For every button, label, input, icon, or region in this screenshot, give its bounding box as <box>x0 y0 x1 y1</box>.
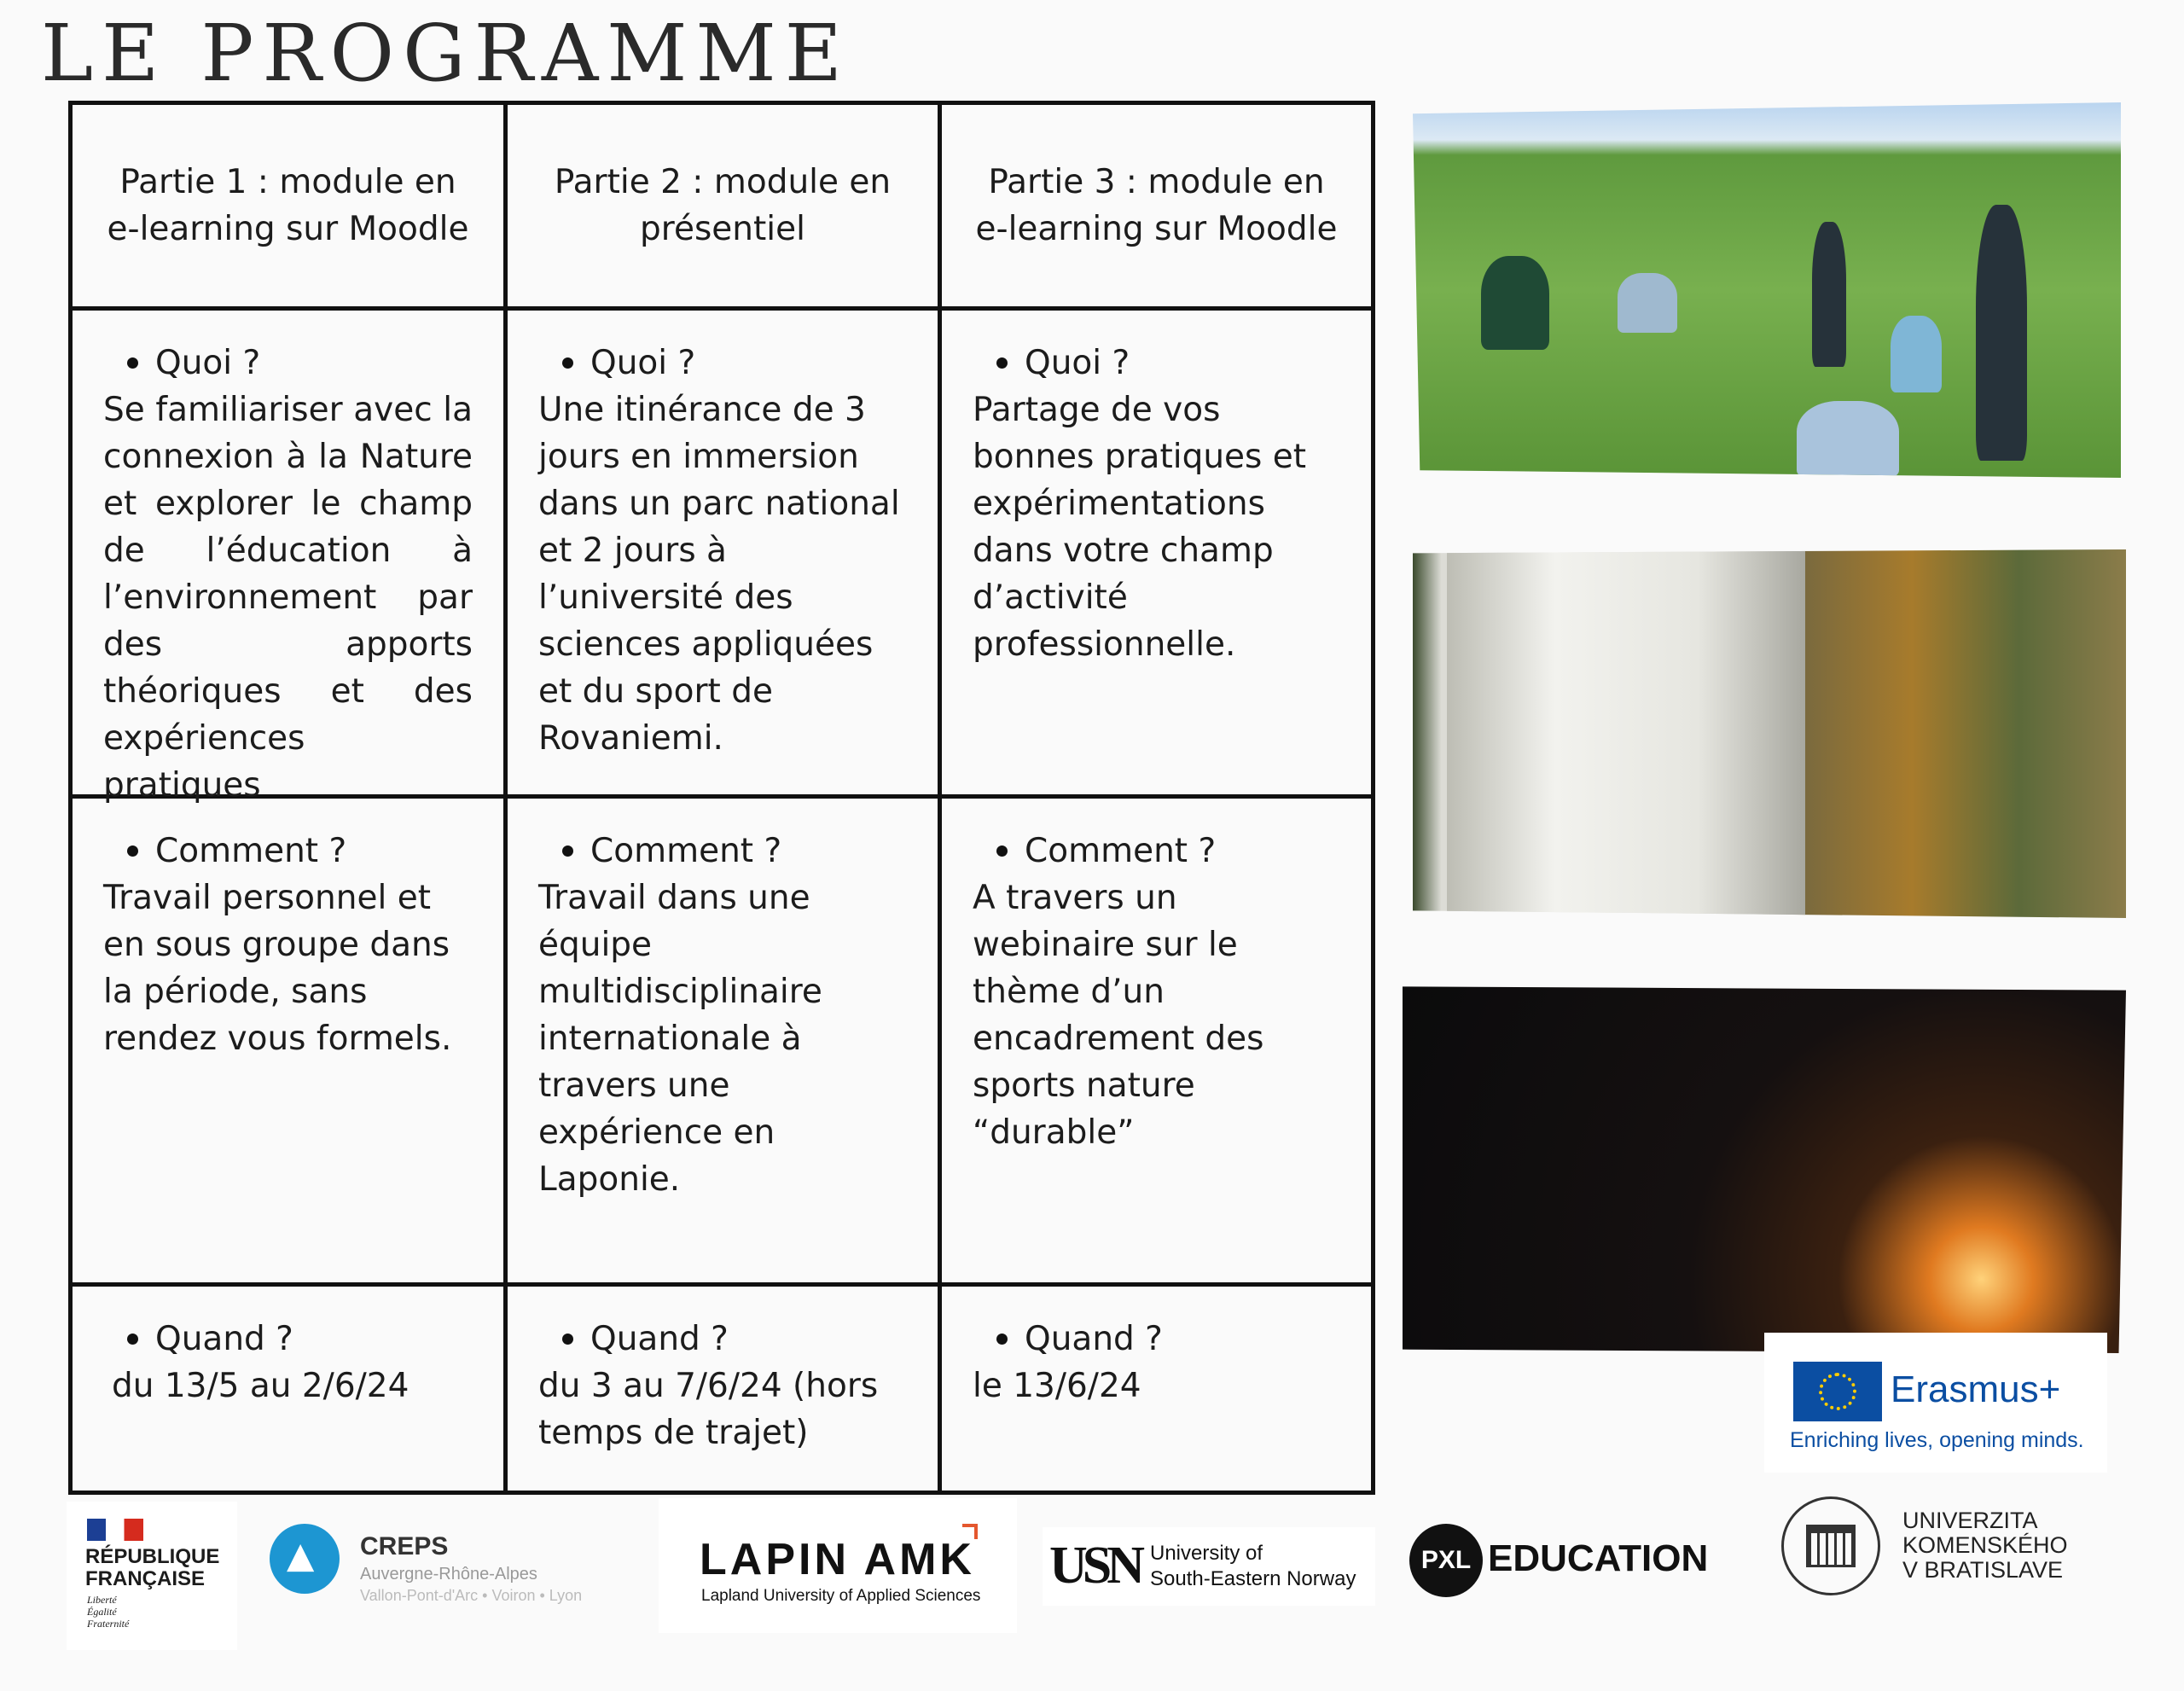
quoi-label: Quoi ? <box>590 344 696 382</box>
person-figure <box>1481 256 1549 350</box>
bullet-dot-icon <box>996 357 1008 369</box>
quand-bullet <box>103 1316 473 1363</box>
comment-cell-3 <box>942 799 1371 1287</box>
quand-bullet <box>538 1316 907 1363</box>
quoi-text: Une itinérance de 3 jours en immersion dans un parc national et 2 jours à l’université des sciences appliquées et du sport de Rovaniemi. <box>538 391 900 758</box>
quoi-bullet <box>538 340 907 386</box>
person-figure <box>1976 205 2027 461</box>
bullet-dot-icon <box>127 846 138 857</box>
quoi-label: Quoi ? <box>1025 344 1130 382</box>
quand-label: Quand ? <box>590 1320 729 1358</box>
quand-bullet <box>973 1316 1340 1363</box>
bullet-dot-icon <box>127 357 138 369</box>
quoi-bullet <box>103 340 473 386</box>
quoi-bullet <box>973 340 1340 386</box>
quand-text: du 3 au 7/6/24 (hors temps de trajet) <box>538 1367 879 1452</box>
person-figure <box>1812 222 1846 367</box>
uk-line1: UNIVERZITA <box>1902 1508 2038 1533</box>
comenius-university-logo <box>1781 1496 2106 1604</box>
quand-label: Quand ? <box>155 1320 293 1358</box>
erasmus-tagline: Enriching lives, opening minds. <box>1790 1428 2084 1452</box>
usn-mark: USN <box>1049 1537 1141 1595</box>
lapin-sub: Lapland University of Applied Sciences <box>701 1587 981 1605</box>
bullet-dot-icon <box>996 1334 1008 1345</box>
erasmus-name: Erasmus+ <box>1891 1368 2061 1410</box>
quand-cell-2 <box>508 1287 942 1491</box>
university-seal-icon <box>1781 1496 1880 1595</box>
quoi-label: Quoi ? <box>155 344 261 382</box>
person-figure <box>1891 316 1942 392</box>
comment-text: Travail dans une équipe multidisciplinaire internationale à travers une expérience en Laponie. <box>538 879 822 1199</box>
lapin-amk-logo <box>659 1498 1017 1633</box>
comment-bullet <box>538 828 907 875</box>
uk-line3: V BRATISLAVE <box>1902 1557 2064 1583</box>
usn-logo <box>1043 1527 1375 1606</box>
eu-flag-icon <box>1793 1362 1882 1421</box>
program-table <box>68 101 1375 1495</box>
quoi-text: Se familiariser avec la connexion à la Nature et explorer le champ de l’éducation à l’environnement par des apports théoriques et des expériences pratiques <box>103 391 473 805</box>
rf-line2: FRANÇAISE <box>85 1567 206 1590</box>
rf-motto2: Égalité <box>87 1606 117 1618</box>
header-partie-3 <box>942 105 1371 311</box>
header-partie-3-text: Partie 3 : module en e-learning sur Moodle <box>975 163 1338 248</box>
comment-text: A travers un webinaire sur le thème d’un encadrement des sports nature “durable” <box>973 879 1264 1152</box>
creps-logo <box>270 1520 628 1623</box>
group-meadow-photo <box>1413 102 2121 478</box>
quoi-text: Partage de vos bonnes pratiques et expérimentations dans votre champ d’activité professionnelle. <box>973 391 1307 664</box>
person-figure <box>1618 273 1677 333</box>
comment-cell-1 <box>73 799 508 1287</box>
quand-cell-1 <box>73 1287 508 1491</box>
corner-mark-icon <box>962 1524 978 1539</box>
birch-trunk <box>1447 549 1805 918</box>
quand-text: du 13/5 au 2/6/24 <box>112 1367 410 1405</box>
quoi-cell-3 <box>942 311 1371 799</box>
erasmus-logo <box>1764 1333 2107 1473</box>
comment-label: Comment ? <box>1025 832 1217 870</box>
person-figure <box>1797 401 1899 478</box>
usn-line1: University of <box>1150 1542 1263 1565</box>
quand-text: le 13/6/24 <box>973 1367 1141 1405</box>
comment-cell-2 <box>508 799 942 1287</box>
comment-label: Comment ? <box>155 832 347 870</box>
pxl-education-logo <box>1409 1524 1742 1599</box>
bullet-dot-icon <box>127 1334 138 1345</box>
rf-line1: RÉPUBLIQUE <box>85 1545 220 1568</box>
birch-tree-photo <box>1413 549 2126 918</box>
page-title: LE PROGRAMME <box>41 8 851 99</box>
republique-francaise-logo <box>67 1502 237 1650</box>
quand-cell-3 <box>942 1287 1371 1491</box>
usn-line2: South-Eastern Norway <box>1150 1567 1356 1590</box>
mountain-icon <box>270 1524 340 1594</box>
pxl-mark: PXL <box>1409 1524 1483 1597</box>
uk-line2: KOMENSKÉHO <box>1902 1532 2068 1558</box>
bullet-dot-icon <box>562 846 573 857</box>
creps-sub2: Vallon-Pont-d'Arc • Voiron • Lyon <box>360 1587 583 1604</box>
header-partie-1-text: Partie 1 : module en e-learning sur Moodle <box>107 163 469 248</box>
comment-bullet <box>103 828 473 875</box>
header-partie-1 <box>73 105 508 311</box>
rf-motto3: Fraternité <box>87 1618 130 1630</box>
bullet-dot-icon <box>996 846 1008 857</box>
french-flag-icon <box>87 1519 143 1541</box>
header-partie-2-text: Partie 2 : module en présentiel <box>554 163 892 248</box>
header-partie-2 <box>508 105 942 311</box>
quoi-cell-2 <box>508 311 942 799</box>
creps-sub1: Auvergne-Rhône-Alpes <box>360 1565 537 1583</box>
campfire-photo <box>1403 983 2126 1353</box>
comment-label: Comment ? <box>590 832 782 870</box>
comment-text: Travail personnel et en sous groupe dans la période, sans rendez vous formels. <box>103 879 452 1058</box>
pxl-name: EDUCATION <box>1488 1537 1709 1579</box>
rf-motto1: Liberté <box>87 1594 117 1606</box>
quoi-cell-1 <box>73 311 508 805</box>
bullet-dot-icon <box>562 1334 573 1345</box>
quand-label: Quand ? <box>1025 1320 1163 1358</box>
comment-bullet <box>973 828 1340 875</box>
lapin-name: LAPIN AMK <box>700 1535 975 1584</box>
creps-name: CREPS <box>360 1532 449 1560</box>
bullet-dot-icon <box>562 357 573 369</box>
